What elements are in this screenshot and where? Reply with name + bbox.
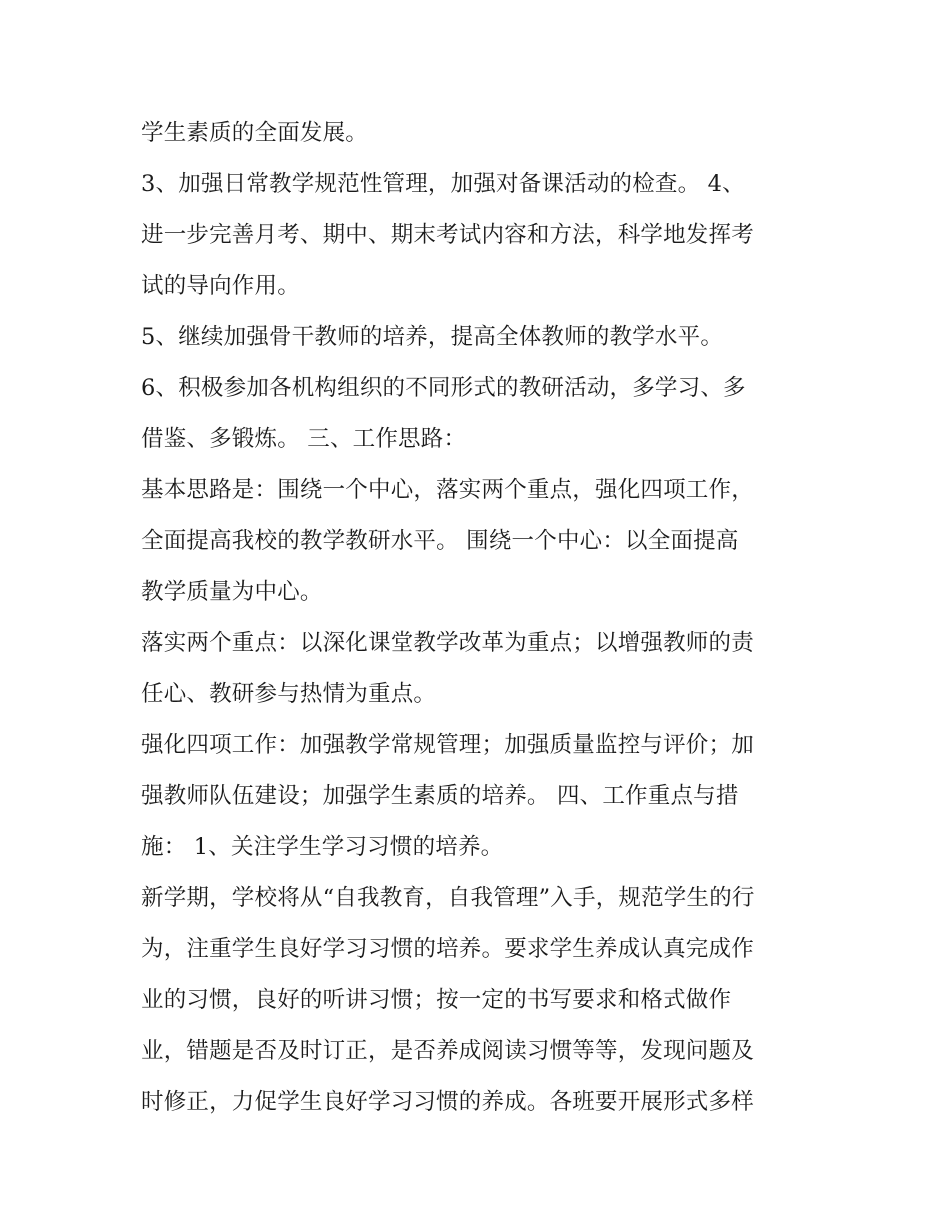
text-line: 施： 1、关注学生学习习惯的培养。	[141, 834, 504, 860]
text-line: 试的导向作用。	[141, 273, 300, 299]
text-line: 全面提高我校的教学教研水平。 围绕一个中心：以全面提高	[141, 528, 739, 554]
text-line: 任心、教研参与热情为重点。	[141, 681, 437, 707]
text-line: 为，注重学生良好学习习惯的培养。要求学生养成认真完成作	[141, 936, 754, 962]
document-body	[141, 108, 821, 1128]
text-line: 教学质量为中心。	[141, 579, 323, 605]
text-line: 6、积极参加各机构组织的不同形式的教研活动，多学习、多	[141, 375, 746, 401]
text-line: 学生素质的全面发展。	[141, 120, 369, 146]
text-line: 业的习惯，良好的听讲习惯；按一定的书写要求和格式做作	[141, 987, 732, 1013]
text-line: 3、加强日常教学规范性管理，加强对备课活动的检查。 4、	[141, 171, 745, 197]
text-line: 5、继续加强骨干教师的培养，提高全体教师的教学水平。	[141, 324, 724, 350]
text-line: 业，错题是否及时订正，是否养成阅读习惯等等，发现问题及	[141, 1038, 754, 1064]
text-line: 新学期，学校将从“自我教育，自我管理”入手，规范学生的行	[141, 885, 755, 911]
text-line: 时修正，力促学生良好学习习惯的养成。各班要开展形式多样	[141, 1089, 754, 1115]
text-line: 基本思路是：围绕一个中心，落实两个重点，强化四项工作，	[141, 477, 754, 503]
text-line: 借鉴、多锻炼。 三、工作思路：	[141, 426, 467, 452]
text-line: 强化四项工作：加强教学常规管理；加强质量监控与评价；加	[141, 732, 754, 758]
text-line: 强教师队伍建设；加强学生素质的培养。 四、工作重点与措	[141, 783, 739, 809]
text-line: 进一步完善月考、期中、期末考试内容和方法，科学地发挥考	[141, 222, 754, 248]
text-line: 落实两个重点：以深化课堂教学改革为重点；以增强教师的责	[141, 630, 754, 656]
